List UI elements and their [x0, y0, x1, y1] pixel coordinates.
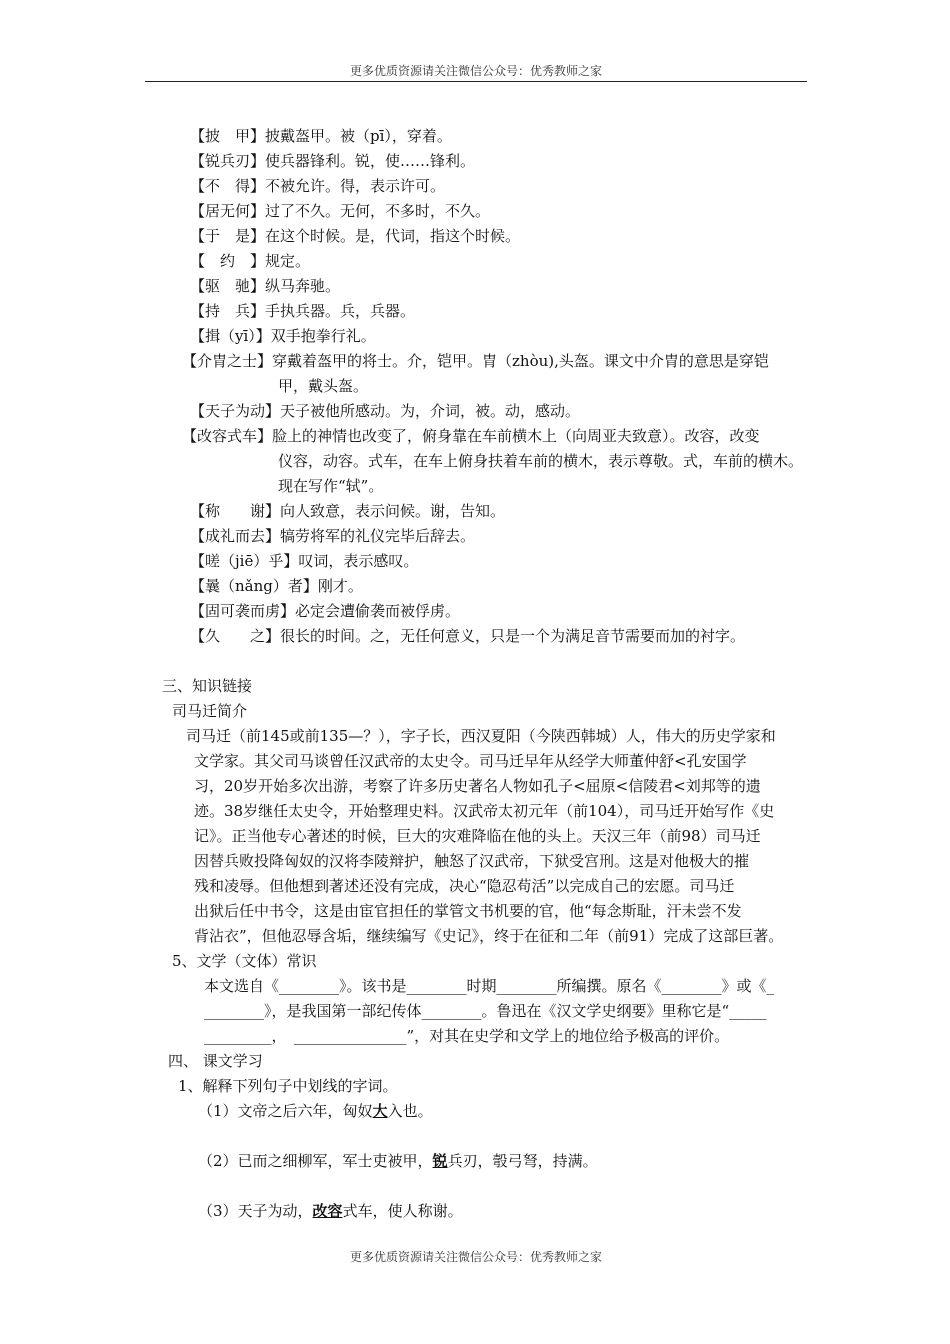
gloss-chengliersu: 【成礼而去】犒劳将军的礼仪完毕后辞去。	[190, 527, 476, 545]
question-1: 1、解释下列句子中划线的字词。	[178, 1077, 398, 1095]
gloss-guke: 【固可袭而虏】必定会遭偷袭而被俘虏。	[190, 602, 461, 620]
sentence-text: 入也。	[387, 1102, 433, 1120]
gloss-jiezhou: 【介胄之士】穿戴着盔甲的将士。介，铠甲。胄（zhòu),头盔。课文中介胄的意思是穿铠	[182, 352, 769, 370]
bio-line: 文学家。其父司马谈曾任汉武帝的太史令。司马迁早年从经学大师董仲舒<孔安国学	[194, 752, 747, 770]
section3-subtitle: 司马迁简介	[172, 702, 248, 720]
gloss-juwuhe: 【居无何】过了不久。无何，不多时，不久。	[190, 202, 491, 220]
page-header: 更多优质资源请关注微信公众号：优秀教师之家	[349, 64, 602, 78]
bio-line: 习，20岁开始多次出游，考察了许多历史著名人物如孔子<屈原<信陵君<刘邦等的遗	[194, 777, 761, 795]
item5-title: 5、文学（文体）常识	[172, 952, 317, 970]
underlined-word: 锐	[432, 1152, 448, 1170]
section3-title: 三、知识链接	[162, 677, 253, 695]
sentence-1	[198, 1101, 433, 1121]
gloss-tianziweidong: 【天子为动】天子被他所感动。为，介词，被。动，感动。	[190, 402, 581, 420]
sentence-2	[198, 1151, 598, 1171]
sentence-text: 兵刃，彀弓弩，持满。	[447, 1152, 598, 1170]
gloss-jiehu: 【嗟（jiē）乎】叹词，表示感叹。	[190, 552, 419, 570]
bio-line: 残和凌辱。但他想到著述还没有完成，决心“隐忍苟活”以完成自己的宏愿。司马迁	[194, 877, 735, 895]
bio-line: 因替兵败投降匈奴的汉将李陵辩护，触怒了汉武帝，下狱受宫刑。这是对他极大的摧	[194, 852, 750, 870]
gloss-chibing: 【持 兵】手执兵器。兵，兵器。	[190, 302, 416, 320]
sentence-text: 式车，使人称谢。	[342, 1202, 463, 1220]
item5-line: ________》，是我国第一部纪传体________。鲁迅在《汉文学史纲要》里称它是“_____	[204, 1002, 767, 1020]
gloss-yi: 【揖（yī）】双手抱拳行礼。	[190, 327, 376, 345]
underlined-word: 大	[372, 1102, 388, 1120]
bio-line: 出狱后任中书令，这是由宦官担任的掌管文书机要的官，他“每念斯耻，汗未尝不发	[194, 902, 742, 920]
gloss-nangzhe: 【曩（nǎng）者】刚才。	[190, 577, 363, 595]
gloss-pijia: 【披 甲】披戴盔甲。被（pī），穿着。	[190, 127, 452, 145]
sentence-3	[198, 1201, 463, 1221]
gloss-chengxie: 【称 谢】向人致意，表示问候。谢，告知。	[190, 502, 506, 520]
bio-line: 迹。38岁继任太史令，开始整理史料。汉武帝太初元年（前104），司马迁开始写作《史	[194, 802, 775, 820]
section4-title: 四、 课文学习	[168, 1052, 263, 1070]
bio-line: 背沾衣”，但他忍辱含垢，继续编写《史记》，终于在征和二年（前91）完成了这部巨著。	[194, 927, 784, 945]
sentence-text: （1）文帝之后六年，匈奴	[198, 1102, 373, 1120]
gloss-gairongshiche-cont2: 现在写作“轼”。	[278, 477, 384, 495]
item5-line: 本文选自《________》。该书是________时期________所编撰。原名《________》或《_	[204, 977, 775, 995]
gloss-gairongshiche: 【改容式车】脸上的神情也改变了，俯身靠在车前横木上（向周亚夫致意）。改容，改变	[182, 427, 760, 445]
gloss-yushi: 【于 是】在这个时候。是，代词，指这个时候。	[190, 227, 521, 245]
gloss-quchi: 【驱 驰】纵马奔驰。	[190, 277, 341, 295]
underlined-word: 改容	[312, 1202, 343, 1220]
sentence-text: （3）天子为动，	[198, 1202, 313, 1220]
sentence-text: （2）已而之细柳军，军士吏被甲，	[198, 1152, 433, 1170]
item5-line: _________， _______________”，对其在史学和文学上的地位给予极高的评价。	[204, 1027, 730, 1045]
gloss-ruibingren: 【锐兵刃】使兵器锋利。锐，使……锋利。	[190, 152, 476, 170]
bio-line: 记》。正当他专心著述的时候，巨大的灾难降临在他的头上。天汉三年（前98）司马迁	[194, 827, 761, 845]
bio-line: 司马迁（前145或前135—？），字子长，西汉夏阳（今陕西韩城）人，伟大的历史学家和	[186, 727, 776, 745]
gloss-yue: 【 约 】规定。	[190, 252, 311, 270]
page-footer: 更多优质资源请关注微信公众号：优秀教师之家	[349, 1250, 602, 1264]
gloss-gairongshiche-cont1: 仪容，动容。式车，在车上俯身扶着车前的横木，表示尊敬。式，车前的横木。	[278, 452, 804, 470]
header-divider	[145, 81, 807, 82]
gloss-jiuzhi: 【久 之】很长的时间。之，无任何意义，只是一个为满足音节需要而加的衬字。	[190, 627, 746, 645]
gloss-bude: 【不 得】不被允许。得，表示许可。	[190, 177, 446, 195]
gloss-jiezhou-cont: 甲，戴头盔。	[278, 377, 369, 395]
